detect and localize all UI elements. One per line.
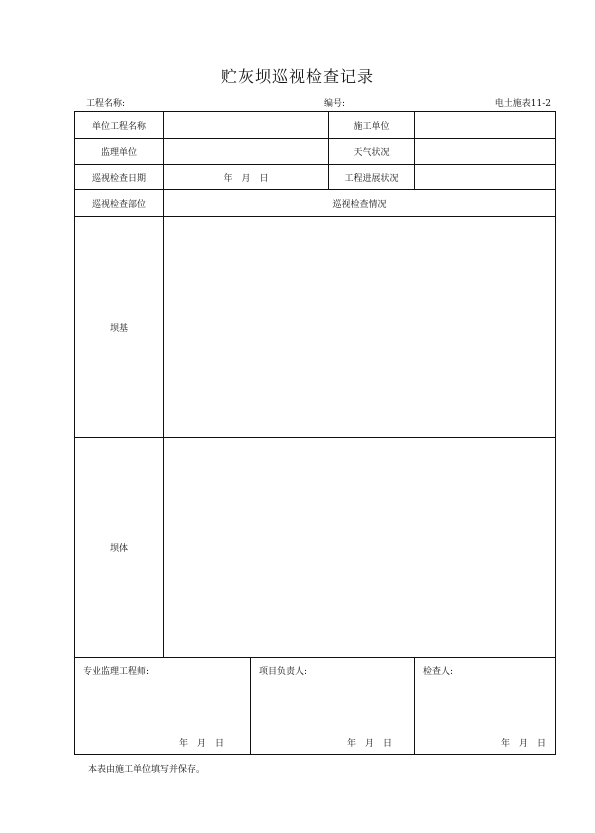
supervision-unit-field[interactable] — [164, 139, 328, 164]
project-name-label: 工程名称: — [86, 99, 126, 109]
progress-field[interactable] — [415, 165, 555, 189]
inspector-signature-date: 年 月 日 — [501, 739, 547, 749]
inspection-form-table — [74, 111, 556, 755]
footer-note: 本表由施工单位填写并保存。 — [88, 765, 206, 775]
weather-label: 天气状况 — [353, 148, 390, 158]
unit-project-field[interactable] — [164, 112, 328, 138]
dam-foundation-label: 坝基 — [109, 323, 128, 334]
inspection-date-label: 巡视检查日期 — [91, 173, 146, 184]
dam-foundation-field[interactable] — [164, 217, 555, 437]
inspection-part-label: 巡视检查部位 — [91, 199, 146, 210]
form-title: 贮灰坝巡视检查记录 — [220, 67, 374, 86]
number-label: 编号: — [324, 99, 346, 109]
dam-body-field[interactable] — [164, 438, 555, 657]
column-divider — [414, 657, 415, 754]
supervision-unit-label: 监理单位 — [100, 148, 137, 158]
inspection-date-field[interactable]: 年 月 日 — [223, 173, 269, 184]
form-code: 电土施表11-2 — [494, 99, 551, 109]
unit-project-label: 单位工程名称 — [91, 121, 146, 132]
project-manager-signature-label: 项目负责人: — [259, 667, 308, 677]
project-manager-signature-date: 年 月 日 — [347, 739, 393, 749]
inspection-status-label: 巡视检查情况 — [332, 199, 387, 210]
inspector-signature-label: 检查人: — [423, 667, 454, 677]
supervisor-signature-date: 年 月 日 — [179, 739, 225, 749]
progress-label: 工程进展状况 — [344, 173, 399, 184]
row-divider — [75, 657, 555, 658]
column-divider — [250, 657, 251, 754]
weather-field[interactable] — [415, 139, 555, 164]
construction-unit-label: 施工单位 — [353, 121, 390, 132]
dam-body-label: 坝体 — [109, 544, 128, 554]
construction-unit-field[interactable] — [415, 112, 555, 138]
supervisor-signature-label: 专业监理工程师: — [83, 667, 150, 677]
